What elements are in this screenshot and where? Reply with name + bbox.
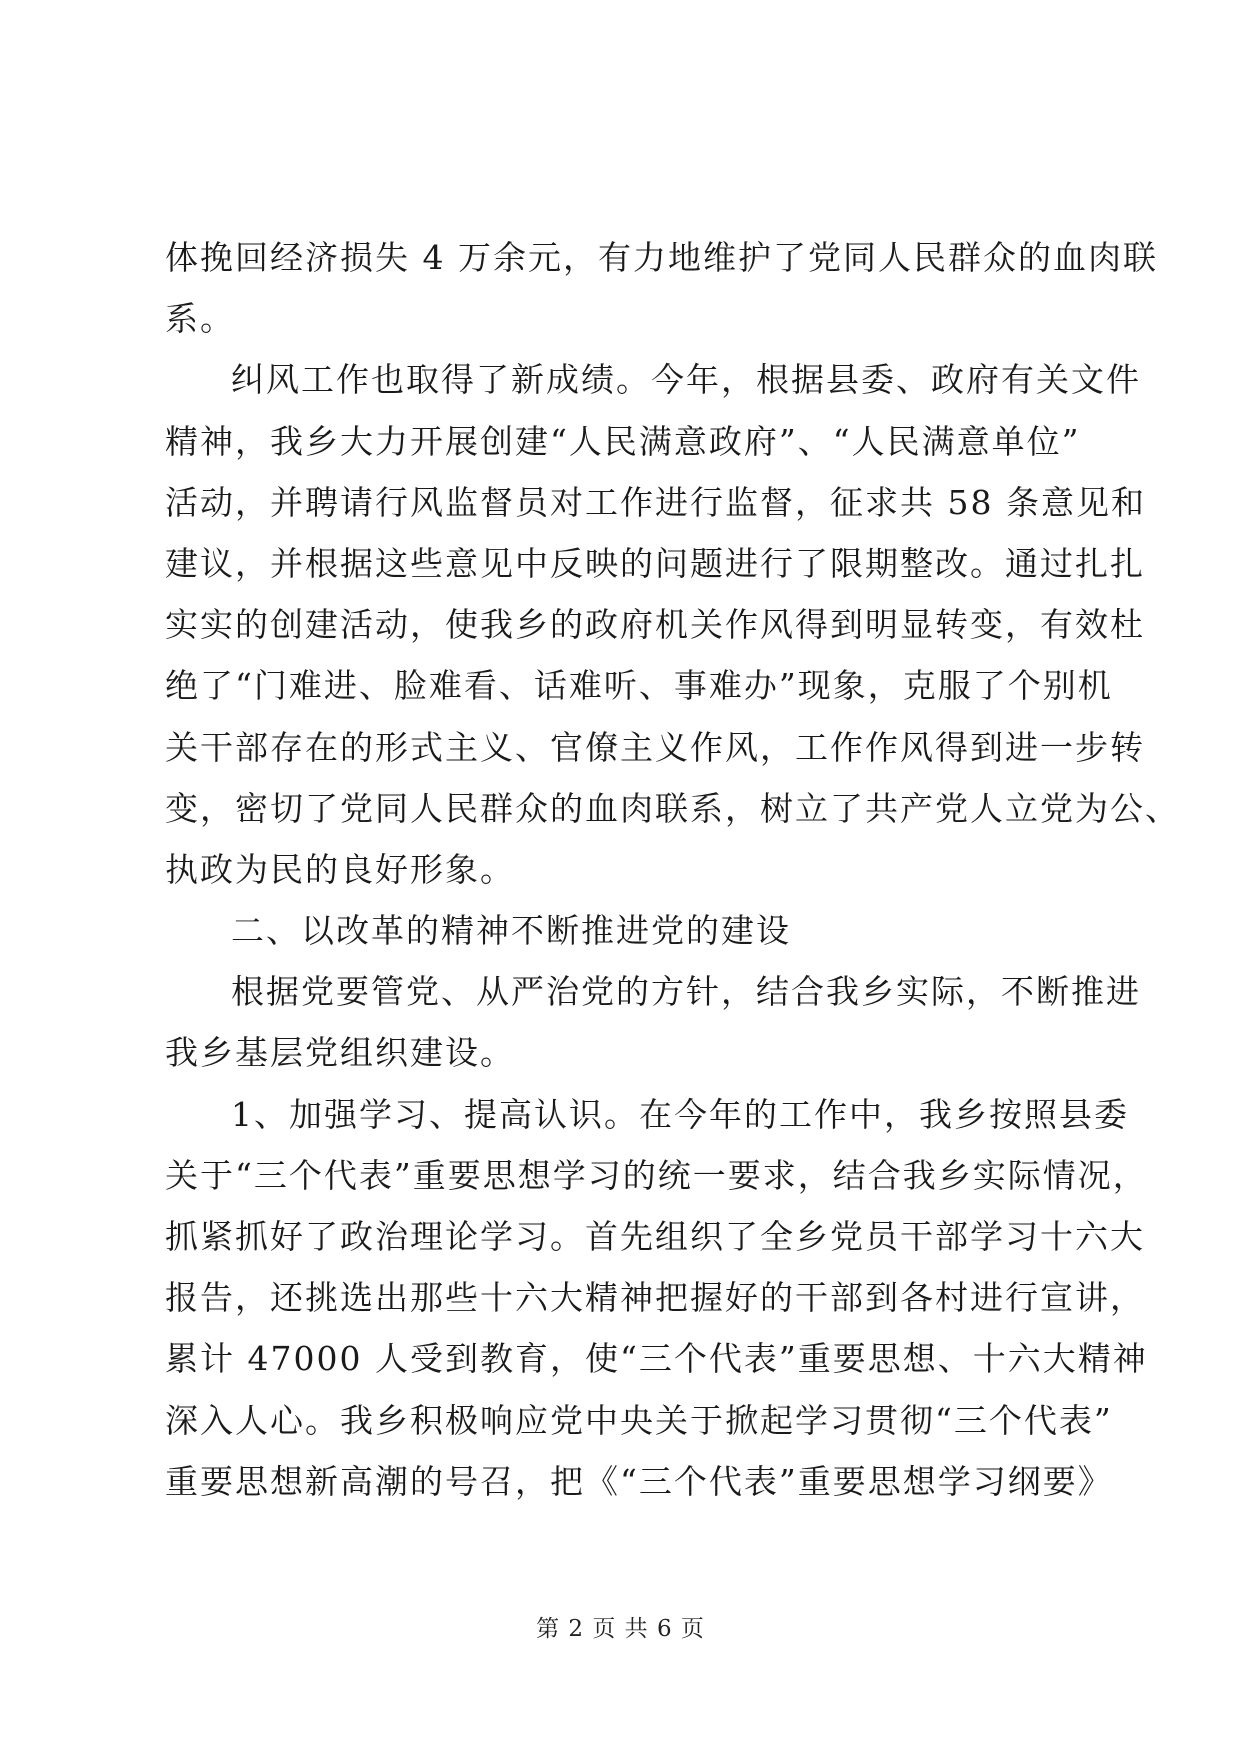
text-line: 1、加强学习、提高认识。在今年的工作中，我乡按照县委 bbox=[231, 1094, 1129, 1134]
text-line: 变，密切了党同人民群众的血肉联系，树立了共产党人立党为公、 bbox=[165, 788, 1180, 828]
text-line: 深入人心。我乡积极响应党中央关于掀起学习贯彻“三个代表” bbox=[165, 1400, 1113, 1440]
text-line: 实实的创建活动，使我乡的政府机关作风得到明显转变，有效杜 bbox=[165, 605, 1145, 645]
text-line: 建议，并根据这些意见中反映的问题进行了限期整改。通过扎扎 bbox=[165, 543, 1145, 583]
text-line: 纠风工作也取得了新成绩。今年，根据县委、政府有关文件 bbox=[231, 360, 1141, 400]
text-line: 根据党要管党、从严治党的方针，结合我乡实际，不断推进 bbox=[231, 972, 1141, 1012]
text-line: 报告，还挑选出那些十六大精神把握好的干部到各村进行宣讲， bbox=[165, 1278, 1145, 1318]
text-line: 执政为民的良好形象。 bbox=[165, 849, 515, 889]
text-line: 累计 47000 人受到教育，使“三个代表”重要思想、十六大精神 bbox=[165, 1339, 1148, 1379]
document-body bbox=[165, 227, 1180, 1512]
text-line: 活动，并聘请行风监督员对工作进行监督，征求共 58 条意见和 bbox=[165, 482, 1146, 522]
text-line: 抓紧抓好了政治理论学习。首先组织了全乡党员干部学习十六大 bbox=[165, 1217, 1145, 1256]
text-line: 重要思想新高潮的号召，把《“三个代表”重要思想学习纲要》 bbox=[165, 1461, 1113, 1501]
section-heading: 二、以改革的精神不断推进党的建设 bbox=[231, 911, 791, 951]
page-number-footer: 第 2 页 共 6 页 bbox=[536, 1616, 705, 1642]
text-line: 体挽回经济损失 4 万余元，有力地维护了党同人民群众的血肉联 bbox=[165, 238, 1158, 277]
text-line: 精神，我乡大力开展创建“人民满意政府”、“人民满意单位” bbox=[165, 421, 1081, 461]
text-line: 系。 bbox=[165, 299, 235, 339]
text-line: 关干部存在的形式主义、官僚主义作风，工作作风得到进一步转 bbox=[165, 727, 1145, 767]
text-line: 关于“三个代表”重要思想学习的统一要求，结合我乡实际情况， bbox=[165, 1155, 1148, 1195]
text-line: 绝了“门难进、脸难看、话难听、事难办”现象，克服了个别机 bbox=[165, 666, 1113, 706]
text-line: 我乡基层党组织建设。 bbox=[165, 1033, 515, 1073]
